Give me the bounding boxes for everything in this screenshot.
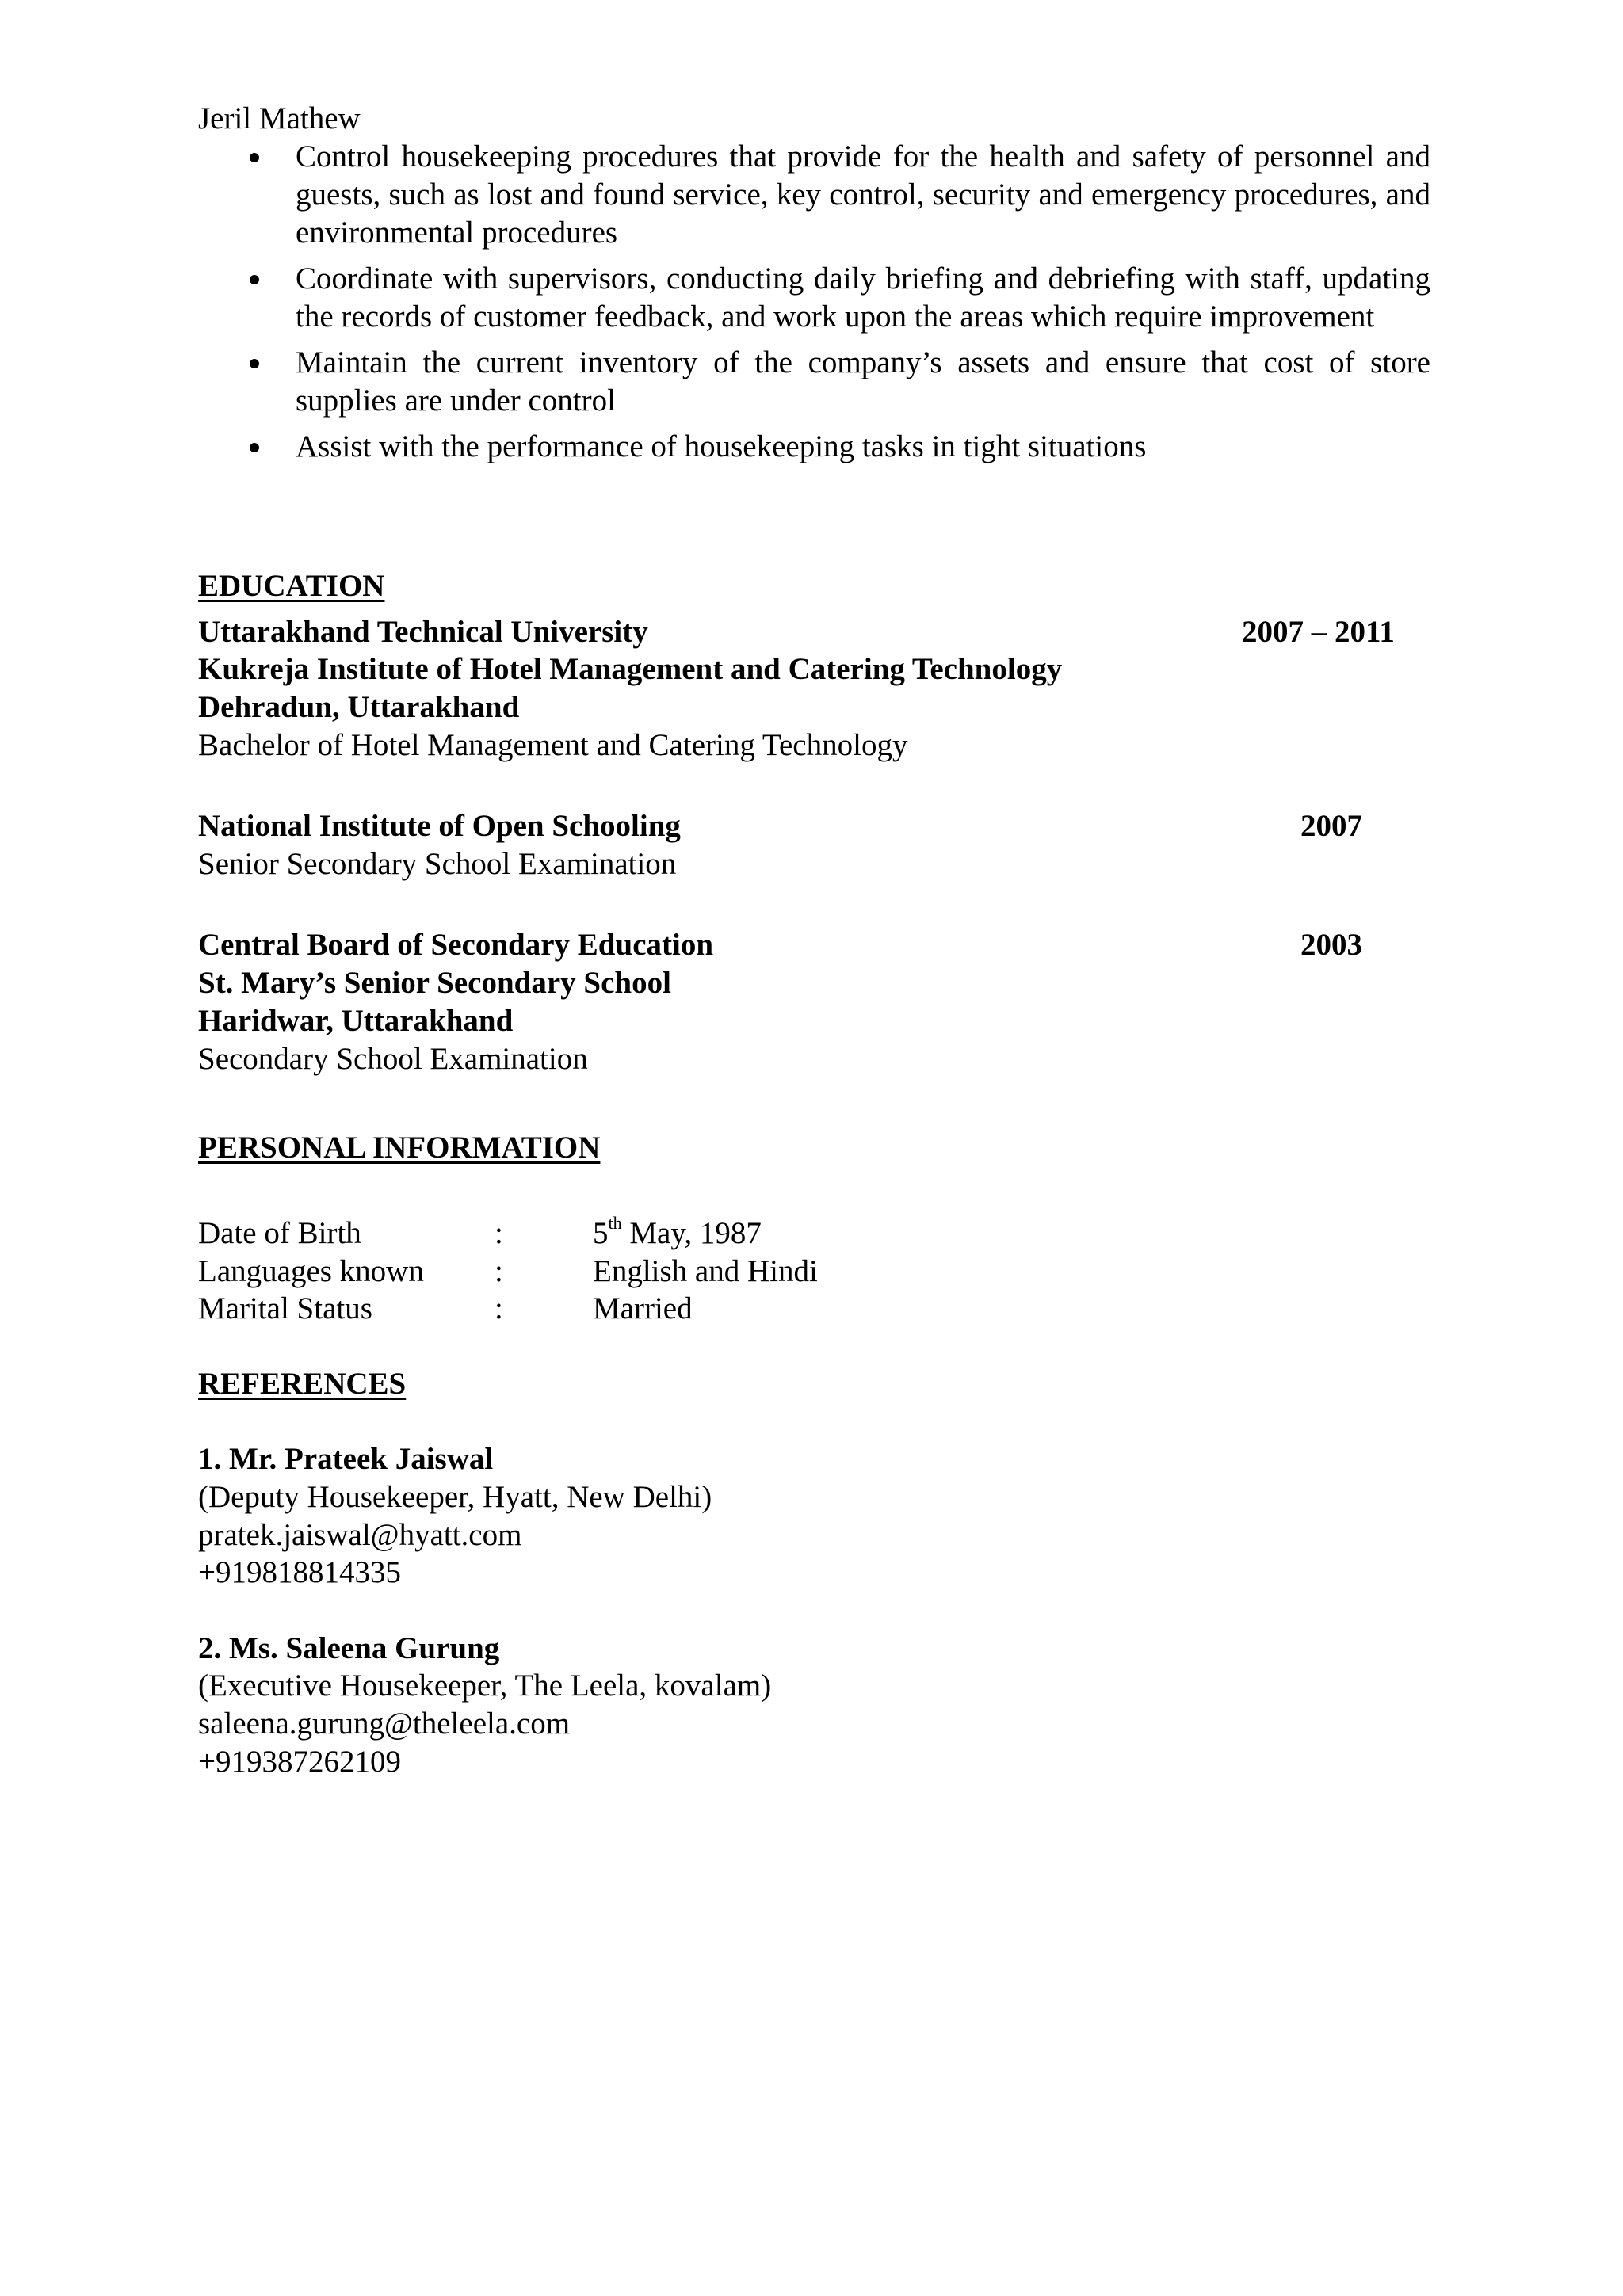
list-item [238,260,1430,336]
reference-role: (Deputy Housekeeper, Hyatt, New Delhi) [198,1480,712,1514]
education-institution: St. Mary’s Senior Secondary School [198,966,671,1000]
reference-name: 1. Mr. Prateek Jaiswal [198,1442,494,1476]
personal-separator: : [495,1291,503,1325]
duty-text: Maintain the current inventory of the company’s assets and ensure that cost of store supplies are under control [296,345,1430,418]
bullet-icon [250,275,259,284]
reference-phone: +919387262109 [198,1745,401,1779]
reference-phone: +919818814335 [198,1555,401,1589]
bullet-icon [250,443,259,452]
education-institution: Uttarakhand Technical University [198,615,648,649]
list-item [238,344,1430,420]
candidate-name: Jeril Mathew [198,101,361,135]
personal-label-marital: Marital Status [198,1291,372,1325]
duty-text: Assist with the performance of housekeeping tasks in tight situations [296,429,1147,463]
education-years: 2003 [1300,928,1362,962]
personal-label-dob: Date of Birth [198,1216,361,1250]
education-institution: National Institute of Open Schooling [198,809,681,843]
education-years: 2007 – 2011 [1242,615,1395,649]
dob-day: 5 [593,1216,609,1250]
reference-name: 2. Ms. Saleena Gurung [198,1631,500,1665]
personal-value-marital: Married [593,1291,693,1325]
duty-text: Control housekeeping procedures that provide for the health and safety of personnel and guests, such as lost and found service, key control, security and emergency procedures, and environmental procedures [296,139,1430,250]
education-institution: Central Board of Secondary Education [198,928,714,962]
bullet-icon [250,359,259,368]
reference-email: pratek.jaiswal@hyatt.com [198,1518,522,1552]
education-location: Dehradun, Uttarakhand [198,690,520,724]
education-institution: Kukreja Institute of Hotel Management and Catering Technology [198,652,1063,686]
personal-separator: : [495,1254,503,1288]
education-qualification: Senior Secondary School Examination [198,847,677,881]
education-years: 2007 [1300,809,1362,843]
personal-label-languages: Languages known [198,1254,424,1288]
personal-value-dob [593,1215,762,1253]
reference-email: saleena.gurung@theleela.com [198,1707,571,1741]
list-item [238,428,1430,466]
list-item [238,138,1430,252]
personal-info-heading: PERSONAL INFORMATION [198,1131,601,1165]
references-heading: REFERENCES [198,1367,407,1401]
education-qualification: Bachelor of Hotel Management and Catering Technology [198,728,908,762]
dob-ordinal: th [608,1213,622,1233]
education-location: Haridwar, Uttarakhand [198,1004,514,1038]
education-heading: EDUCATION [198,569,385,603]
duties-list [238,138,1430,474]
bullet-icon [250,153,259,162]
personal-value-languages: English and Hindi [593,1254,818,1288]
reference-role: (Executive Housekeeper, The Leela, kovalam) [198,1669,772,1703]
dob-rest: May, 1987 [621,1216,762,1250]
education-qualification: Secondary School Examination [198,1042,588,1076]
personal-separator: : [495,1216,503,1250]
duty-text: Coordinate with supervisors, conducting daily briefing and debriefing with staff, updating the records of customer feedback, and work upon the areas which require improvement [296,261,1430,334]
